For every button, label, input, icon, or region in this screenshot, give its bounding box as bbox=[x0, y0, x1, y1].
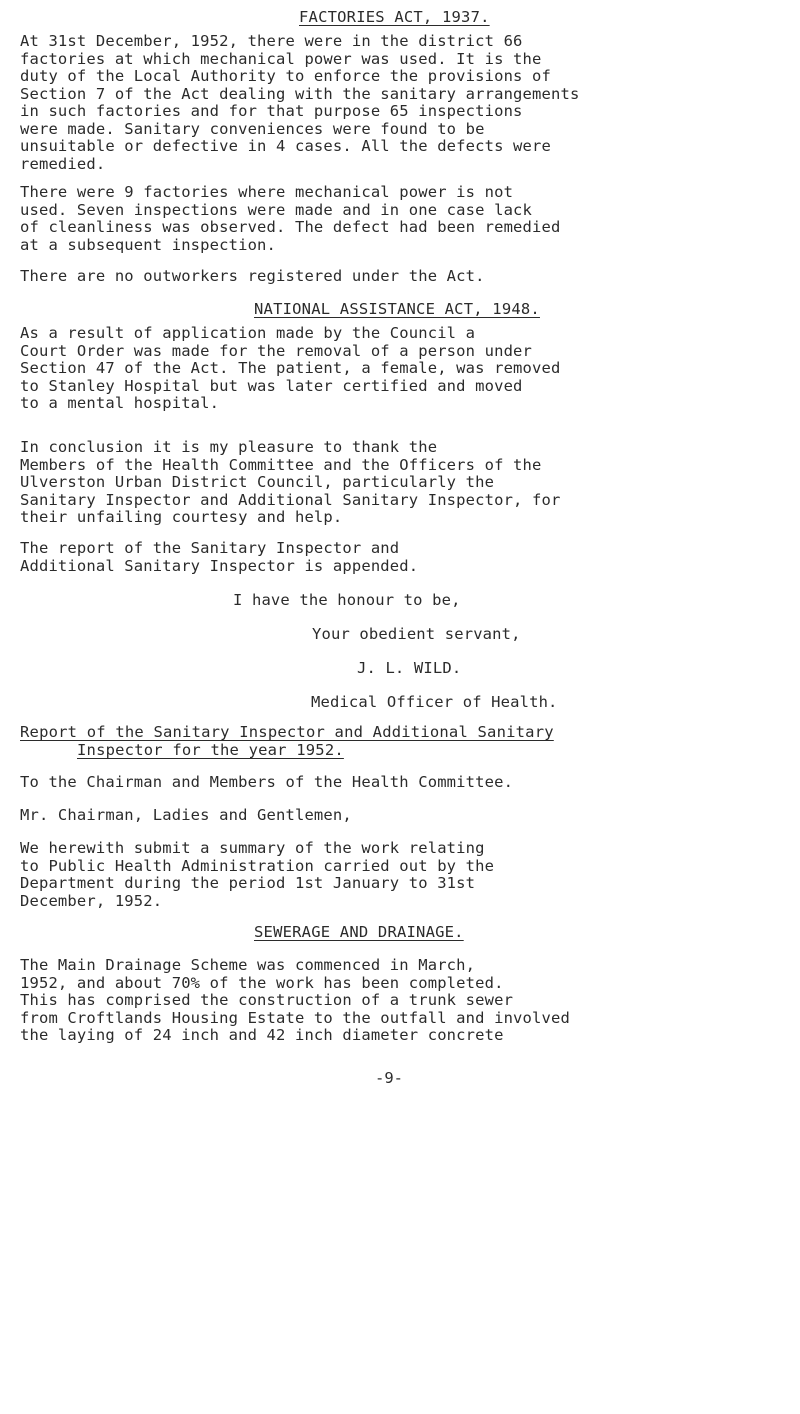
closing-servant: Your obedient servant, bbox=[312, 625, 521, 643]
report-summary-paragraph: We herewith submit a summary of the work relating to Public Health Administration carried out by the Department during the period 1st January to 31st December, 1952. bbox=[20, 839, 495, 910]
national-assistance-paragraph: As a result of application made by the Council a Court Order was made for the removal of a person under Section 47 of the Act. The patient, a female, was removed to Stanley Hospital but was later certified and moved to a mental hospital. bbox=[20, 324, 561, 412]
page-number: -9- bbox=[375, 1069, 403, 1087]
factories-paragraph-3: There are no outworkers registered under the Act. bbox=[20, 267, 485, 285]
report-heading-line-2: Inspector for the year 1952. bbox=[77, 741, 344, 759]
conclusion-paragraph-2: The report of the Sanitary Inspector and Additional Sanitary Inspector is appended. bbox=[20, 539, 419, 575]
report-addressee: To the Chairman and Members of the Health Committee. bbox=[20, 773, 514, 791]
factories-paragraph-2: There were 9 factories where mechanical power is not used. Seven inspections were made and in one case lack of cleanliness was observed. The defect had been remedied at a subsequent inspection. bbox=[20, 183, 561, 254]
closing-phrase: I have the honour to be, bbox=[233, 591, 461, 609]
signatory-title: Medical Officer of Health. bbox=[311, 693, 558, 711]
factories-act-heading: FACTORIES ACT, 1937. bbox=[299, 8, 490, 26]
sewerage-paragraph: The Main Drainage Scheme was commenced in March, 1952, and about 70% of the work has been completed. This has comprised the construction of a trunk sewer from Croftlands Housing Estate to the outfall and involved the laying of 24 inch and 42 inch diameter concrete bbox=[20, 956, 570, 1044]
national-assistance-act-heading: NATIONAL ASSISTANCE ACT, 1948. bbox=[254, 300, 540, 318]
sewerage-drainage-heading: SEWERAGE AND DRAINAGE. bbox=[254, 923, 464, 941]
report-salutation: Mr. Chairman, Ladies and Gentlemen, bbox=[20, 806, 352, 824]
factories-paragraph-1: At 31st December, 1952, there were in the district 66 factories at which mechanical power was used. It is the duty of the Local Authority to enforce the provisions of Section 7 of the Act dealing with the sanitary arrangements in such factories and for that purpose 65 inspections were made. Sanitary conveniences were found to be unsuitable or defective in 4 cases. All the defects were remedied. bbox=[20, 32, 580, 173]
conclusion-paragraph-1: In conclusion it is my pleasure to thank the Members of the Health Committee and the Officers of the Ulverston Urban District Council, particularly the Sanitary Inspector and Additional Sanitary Inspector, for their unfailing courtesy and help. bbox=[20, 438, 561, 526]
signatory-name: J. L. WILD. bbox=[357, 659, 462, 677]
report-heading-line-1: Report of the Sanitary Inspector and Additional Sanitary bbox=[20, 723, 554, 741]
